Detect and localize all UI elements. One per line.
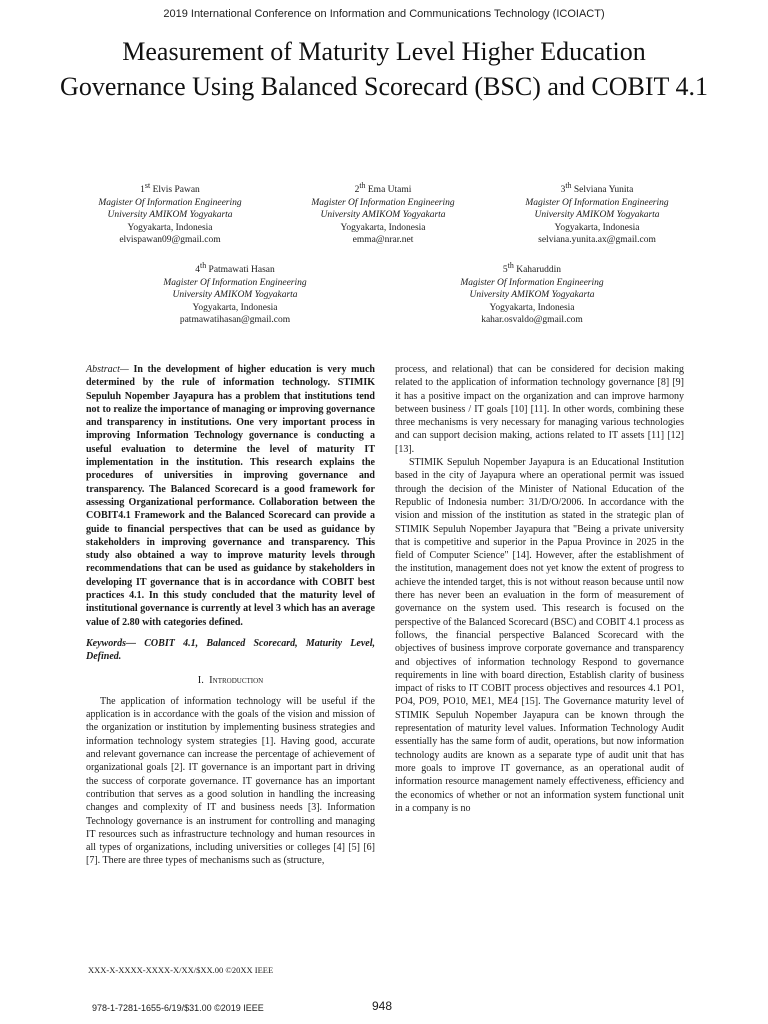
abstract-label: Abstract— (86, 364, 129, 375)
author-name: 2th Ema Utami (354, 181, 412, 196)
author-affiliation: Magister Of Information Engineering (525, 197, 669, 208)
author-name: 3th Selviana Yunita (560, 181, 634, 196)
author-name: 1st Elvis Pawan (140, 181, 200, 196)
section-heading: I. Introduction (197, 674, 264, 686)
author-city: Yogyakarta, Indonesia (127, 222, 213, 233)
author-block-2 (283, 180, 483, 247)
author-block-4 (135, 260, 335, 327)
author-block-3 (497, 180, 697, 247)
author-affiliation: Magister Of Information Engineering (163, 277, 307, 288)
author-city: Yogyakarta, Indonesia (554, 222, 640, 233)
author-university: University AMIKOM Yogyakarta (172, 290, 298, 301)
footer-isbn: 978-1-7281-1655-6/19/$31.00 ©2019 IEEE (92, 1003, 264, 1013)
author-affiliation: Magister Of Information Engineering (460, 277, 604, 288)
author-affiliation: Magister Of Information Engineering (98, 197, 242, 208)
body-paragraph-2: STIMIK Sepuluh Nopember Jayapura is an Educational Institution based in the city of Jayapura where an operational permit was issued through the decision of the Minister of National Education of the Republic of Indonesia number: 31/D/O/2006. In accordance with the vision and mission of the institution as stated in the strategic plan of STIMIK Sepuluh Nopember Jayapura that "Being a private university that is competitive and superior in the Papua Province in 2025 in the field of Computer Science" [14]. However, after the establishment of the institution, management does not yet know the extent of progress to achieve the intended target, this is not without reason because until now there has never been an evaluation in the form of measurement of governance on the system used. This research is focused on the perspective of the Balanced Scorecard (BSC) and COBIT 4.1 process as follows, the financial perspective Balanced Scorecard with the objectives of business improve corporate governance and transparency and objectives of information technology Respond to governance requirements in line with board direction, Establish clarity of business impact of risks to IT COBIT process objectives and resources 4.1 PO1, PO4, PO9, PO10, ME1, ME4 [15]. The Governance maturity level of STIMIK Sepuluh Nopember Jayapura can be known through the representation of maturity level values. Information Technology Audit essentially has the same form of audit, operations, but now information technology audits are known as a separate type of audit unit that has more goals to improve IT governance, as an operational audit of information resource management namely effectiveness, efficiency and the economics of whether or not an information system functional unit in a company is no (395, 457, 684, 814)
author-email[interactable]: elvispawan09@gmail.com (119, 235, 221, 246)
author-university: University AMIKOM Yogyakarta (534, 210, 660, 221)
author-city: Yogyakarta, Indonesia (192, 302, 278, 313)
author-name: 4th Patmawati Hasan (195, 261, 275, 276)
conference-header: 2019 International Conference on Information and Communications Technology (ICOIACT) (163, 8, 605, 20)
author-email[interactable]: emma@nrar.net (352, 235, 414, 246)
author-block-1 (70, 180, 270, 247)
body-paragraph-1: process, and relational) that can be considered for decision making related to the application of information technology governance [8] [9] it has a positive impact on the organization and can improve harmony between business / IT goals [10] [11]. In other words, combining these three mechanisms is very necessary for managing various technologies and can support decision making, actions related to IT assets [11] [12] [13]. (395, 364, 684, 455)
author-city: Yogyakarta, Indonesia (340, 222, 426, 233)
left-column (86, 363, 375, 868)
author-city: Yogyakarta, Indonesia (489, 302, 575, 313)
author-block-5 (432, 260, 632, 327)
author-affiliation: Magister Of Information Engineering (311, 197, 455, 208)
author-university: University AMIKOM Yogyakarta (469, 290, 595, 301)
keywords: Keywords— COBIT 4.1, Balanced Scorecard, Maturity Level, Defined. (86, 637, 375, 663)
abstract (86, 363, 375, 629)
paper-title: Measurement of Maturity Level Higher Education Governance Using Balanced Scorecard (BSC) and COBIT 4.1 (60, 37, 708, 101)
author-email[interactable]: kahar.osvaldo@gmail.com (481, 315, 583, 326)
intro-paragraph: The application of information technology will be useful if the application is in accordance with the goals of the vision and mission of the organization or institution by implementing business strategies and information technology system strategies [1]. Having good, accurate and relevant governance can increase the percentage of achievement of organizational goals [2]. IT governance is an important part in driving the success of corporate governance. IT governance has an important contribution that serves as a good solution in handling the increasing changes and complexity of IT and business needs [3]. Information Technology governance is an instrument for controlling and managing IT resources such as infrastructure technology and human resources in all types of organizations, including universities or colleges [4] [5] [6] [7]. There are three types of mechanisms such as (structure, (86, 695, 375, 867)
right-column (395, 363, 684, 815)
author-name: 5th Kaharuddin (502, 261, 562, 276)
author-email[interactable]: selviana.yunita.ax@gmail.com (538, 235, 656, 246)
author-university: University AMIKOM Yogyakarta (320, 210, 446, 221)
page-number: 948 (372, 999, 393, 1013)
abstract-text: In the development of higher education is very much determined by the rule of information technology. STIMIK Sepuluh Nopember Jayapura has a problem that institutions tend not to realize the importance of managing or improving governance and transparency in institutions. One very important process in improving Information Technology governance is conducting a useful evaluation to determine the level of maturity IT implementation in the institution. This research explains the procedures of universities in improving governance and transparency. The Balanced Scorecard is a good framework for assessing Organizational performance. Collaboration between the COBIT4.1 Framework and the Balanced Scorecard can provide a guide to financial perspectives that can be used as guidance by stakeholders in improving governance and transparency. This study also obtained a way to improve maturity levels through recommendations that can be used as guidance by stakeholders in developing IT governance that is in accordance with COBIT best practices 4.1. In this study concluded that the maturity level of institutional governance is currently at level 3 which has an average value of 2.80 with categories defined. (86, 364, 375, 628)
author-university: University AMIKOM Yogyakarta (107, 210, 233, 221)
footer-copyright-placeholder: XXX-X-XXXX-XXXX-X/XX/$XX.00 ©20XX IEEE (88, 965, 274, 975)
author-email[interactable]: patmawatihasan@gmail.com (179, 315, 291, 326)
